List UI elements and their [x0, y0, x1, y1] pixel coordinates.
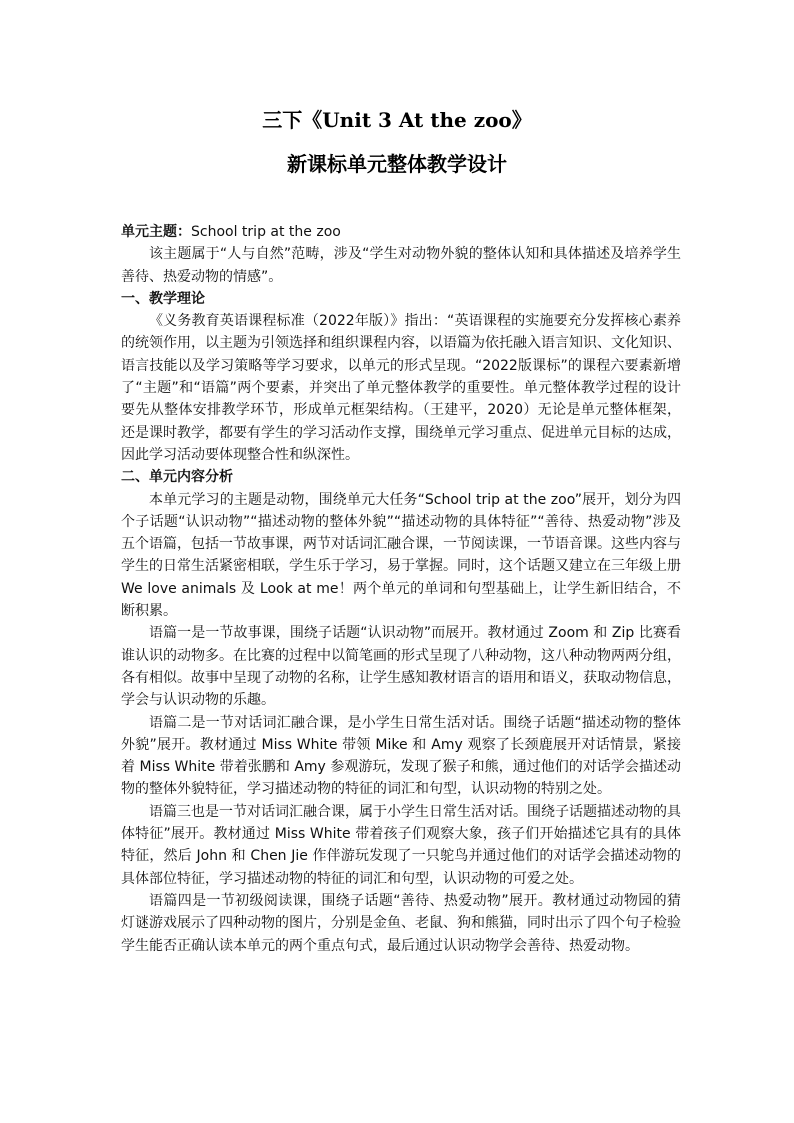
unit-theme-line: [121, 221, 681, 243]
text-one-paragraph: 语篇一是一节故事课，围绕子话题“认识动物”而展开。教材通过 Zoom 和 Zip 比赛看谁认识的动物多。在比赛的过程中以简笔画的形式呈现了八种动物，这八种动物两两分组，各有相似。故事中呈现了动物的名称，让学生感知教材语言的语用和语义，获取动物信息，学会与认识动物的乐趣。: [121, 625, 681, 709]
document-subtitle: 新课标单元整体教学设计: [287, 152, 507, 176]
text-three-paragraph: 语篇三也是一节对话词汇融合课，属于小学生日常生活对话。围绕子话题描述动物的具体特征”展开。教材通过 Miss White 带着孩子们观察大象，孩子们开始描述它具有的具体特征，然后 John 和 Chen Jie 作伴游玩发现了一只鸵鸟并通过他们的对话学会描述动物的具体部位特征，学习描述动物的特征的词汇和句型，认识动物的可爱之处。: [121, 803, 681, 887]
text-four-paragraph: 语篇四是一节初级阅读课，围绕子话题“善待、热爱动物”展开。教材通过动物园的猜灯谜游戏展示了四种动物的图片，分别是金鱼、老鼠、狗和熊猫，同时出示了四个句子检验学生能否正确认读本单元的两个重点句式，最后通过认识动物学会善待、热爱动物。: [121, 892, 681, 954]
unit-theme-label: 单元主题：: [121, 224, 191, 240]
theory-paragraph: 《义务教育英语课程标准（2022年版）》指出：“英语课程的实施要充分发挥核心素养的统领作用，以主题为引领选择和组织课程内容，以语篇为依托融入语言知识、文化知识、语言技能以及学习策略等学习要求，以单元的形式呈现。“2022版课标”的课程六要素新增了“主题”和“语篇”两个要素，并突出了单元整体教学的重要性。单元整体教学过程的设计要先从整体安排教学环节，形成单元框架结构。（王建平，2020）无论是单元整体框架，还是课时教学，都要有学生的学习活动作支撑，围绕单元学习重点、促进单元目标的达成，因此学习活动要体现整合性和纵深性。: [121, 313, 681, 463]
document-body: [121, 221, 681, 957]
section-heading-theory: 一、教学理论: [121, 290, 205, 307]
document-title: 三下《Unit 3 At the zoo》: [262, 108, 532, 132]
text-two-paragraph: 语篇二是一节对话词汇融合课，是小学生日常生活对话。围绕子话题“描述动物的整体外貌”展开。教材通过 Miss White 带领 Mike 和 Amy 观察了长颈鹿展开对话情景，紧接着 Miss White 带着张鹏和 Amy 参观游玩，发现了猴子和熊，通过他们的对话学会描述动物的整体外貌特征，学习描述动物的特征的词汇和句型，认识动物的特别之处。: [121, 714, 681, 798]
unit-theme-description: 该主题属于“人与自然”范畴，涉及“学生对动物外貌的整体认知和具体描述及培养学生善待、热爱动物的情感”。: [121, 246, 681, 285]
analysis-paragraph: 本单元学习的主题是动物，围绕单元大任务“School trip at the zoo”展开，划分为四个子话题“认识动物”“描述动物的整体外貌”“描述动物的具体特征”“善待、热爱动物”涉及五个语篇，包括一节故事课，两节对话词汇融合课，一节阅读课，一节语音课。这些内容与学生的日常生活紧密相联，学生乐于学习，易于掌握。同时，这个话题又建立在三年级上册 We love animals 及 Look at me！两个单元的单词和句型基础上，让学生新旧结合，不断积累。: [121, 491, 681, 620]
section-heading-analysis: 二、单元内容分析: [121, 469, 233, 486]
unit-theme-value: School trip at the zoo: [191, 224, 341, 240]
